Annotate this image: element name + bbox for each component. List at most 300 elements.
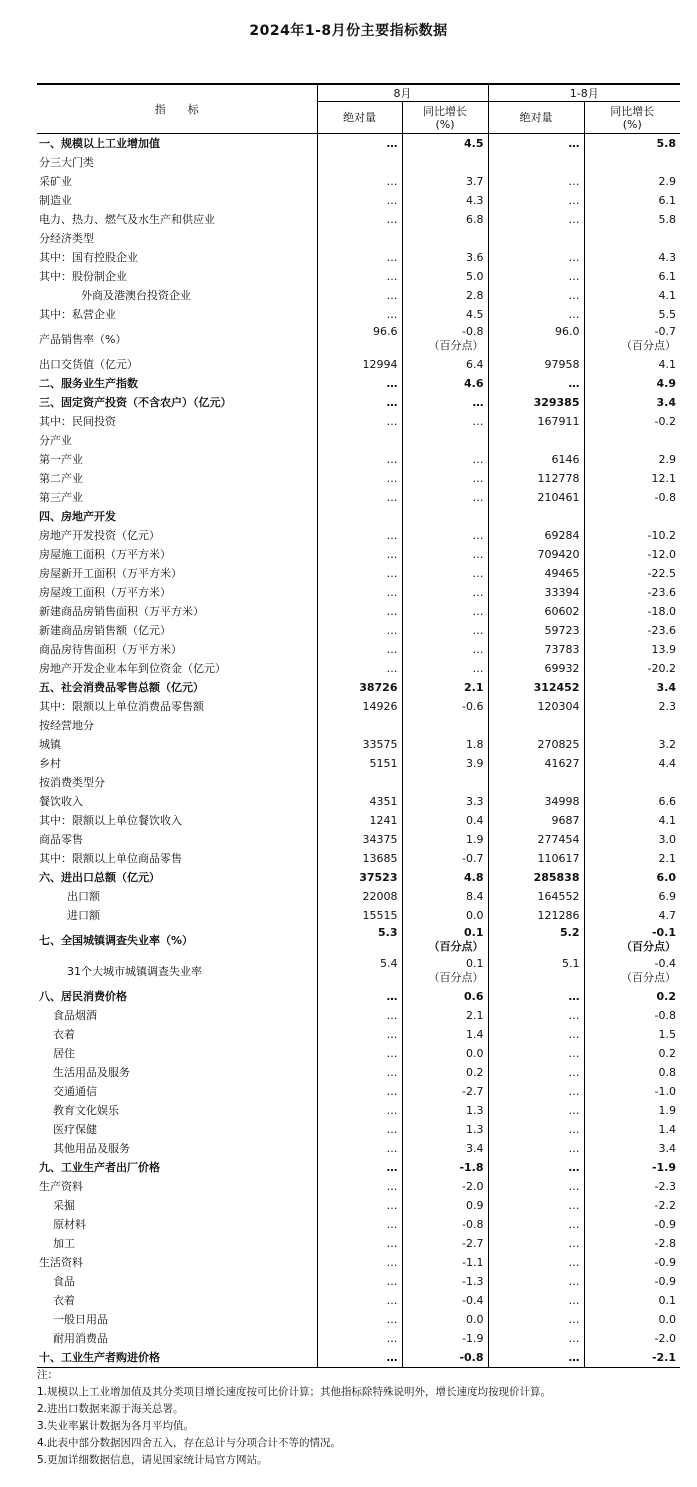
ytd-yoy-cell: 1.5: [584, 1025, 680, 1044]
month-yoy-cell: 0.6: [402, 987, 488, 1006]
cell-value: -0.1: [651, 926, 676, 939]
month-yoy-cell: -2.0: [402, 1177, 488, 1196]
ytd-yoy-cell: [584, 956, 680, 987]
table-header: [37, 84, 680, 134]
table-row: [37, 987, 680, 1006]
table-row: [37, 640, 680, 659]
row-label: 生活用品及服务: [53, 1066, 130, 1079]
ytd-yoy-cell: 2.9: [584, 172, 680, 191]
month-abs-cell: …: [317, 134, 402, 154]
ytd-yoy-cell: -0.2: [584, 412, 680, 431]
ytd-yoy-cell: -10.2: [584, 526, 680, 545]
table-row: [37, 431, 680, 450]
month-abs-cell: [317, 773, 402, 792]
month-yoy-cell: 4.6: [402, 374, 488, 393]
ytd-yoy-cell: -23.6: [584, 583, 680, 602]
table-row: [37, 1291, 680, 1310]
ytd-abs-cell: …: [488, 987, 584, 1006]
table-row: [37, 210, 680, 229]
ytd-yoy-cell: [584, 153, 680, 172]
ytd-yoy-cell: 5.5: [584, 305, 680, 324]
ytd-yoy-cell: -0.9: [584, 1272, 680, 1291]
ytd-abs-cell: 97958: [488, 355, 584, 374]
table-row: [37, 1044, 680, 1063]
table-row: [37, 1234, 680, 1253]
row-label: 其中：私营企业: [39, 308, 116, 321]
table-row: [37, 1215, 680, 1234]
note-line: 3.失业率累计数据为各月平均值。: [37, 1420, 195, 1432]
row-label: 衣着: [53, 1294, 75, 1307]
month-yoy-cell: …: [402, 393, 488, 412]
month-yoy-cell: 8.4: [402, 887, 488, 906]
row-label: 餐饮收入: [39, 795, 83, 808]
row-label: 新建商品房销售面积（万平方米）: [39, 605, 204, 618]
notes-heading: 注：: [37, 1369, 58, 1381]
month-yoy-cell: 4.5: [402, 134, 488, 154]
row-label: 其中：国有控股企业: [39, 251, 138, 264]
ytd-abs-cell: …: [488, 1158, 584, 1177]
row-label: 居住: [53, 1047, 75, 1060]
month-abs-cell: …: [317, 602, 402, 621]
ytd-abs-cell: [488, 229, 584, 248]
ytd-yoy-cell: 3.0: [584, 830, 680, 849]
ytd-yoy-cell: -2.3: [584, 1177, 680, 1196]
cell-value: 0.1: [466, 957, 484, 970]
month-yoy-cell: 4.8: [402, 868, 488, 887]
page-title: 2024年1-8月份主要指标数据: [249, 23, 448, 39]
row-label: 加工: [53, 1237, 75, 1250]
row-label: 分产业: [39, 434, 72, 447]
ytd-yoy-cell: 4.7: [584, 906, 680, 925]
ytd-yoy-cell: -2.0: [584, 1329, 680, 1348]
month-yoy-cell: 1.8: [402, 735, 488, 754]
month-yoy-cell: …: [402, 659, 488, 678]
row-label: 房屋竣工面积（万平方米）: [39, 586, 171, 599]
row-label: 生产资料: [39, 1180, 83, 1193]
table-row: [37, 1272, 680, 1291]
month-yoy-cell: [402, 956, 488, 987]
row-label: 四、房地产开发: [39, 510, 116, 523]
ytd-abs-cell: 110617: [488, 849, 584, 868]
ytd-abs-cell: …: [488, 1006, 584, 1025]
row-label: 八、居民消费价格: [39, 990, 127, 1003]
ytd-abs-cell: 270825: [488, 735, 584, 754]
footnotes: [37, 1367, 687, 1469]
month-abs-cell: …: [317, 1253, 402, 1272]
month-yoy-cell: 0.0: [402, 1310, 488, 1329]
ytd-abs-cell: 709420: [488, 545, 584, 564]
cell-unit-note: （百分点）: [621, 940, 676, 953]
note-line: 5.更加详细数据信息，请见国家统计局官方网站。: [37, 1454, 268, 1466]
month-abs-cell: …: [317, 564, 402, 583]
ytd-abs-cell: …: [488, 1329, 584, 1348]
row-label: 其中：限额以上单位消费品零售额: [39, 700, 204, 713]
ytd-abs-cell: 277454: [488, 830, 584, 849]
month-abs-cell: …: [317, 1196, 402, 1215]
ytd-abs-cell: [488, 773, 584, 792]
month-abs-cell: …: [317, 210, 402, 229]
table-row: [37, 792, 680, 811]
ytd-abs-cell: …: [488, 1063, 584, 1082]
table-row: [37, 1120, 680, 1139]
row-label: 食品: [53, 1275, 75, 1288]
row-label: 其中：限额以上单位餐饮收入: [39, 814, 182, 827]
month-yoy-cell: 0.9: [402, 1196, 488, 1215]
row-label: 出口交货值（亿元）: [39, 358, 138, 371]
table-row: [37, 697, 680, 716]
month-yoy-cell: 0.2: [402, 1063, 488, 1082]
cell-unit-note: （百分点）: [621, 339, 676, 352]
table-row: [37, 956, 680, 987]
month-abs-cell: …: [317, 1120, 402, 1139]
ytd-yoy-cell: 0.2: [584, 1044, 680, 1063]
table-row: [37, 355, 680, 374]
table-row: [37, 1082, 680, 1101]
ytd-abs-cell: 69284: [488, 526, 584, 545]
month-yoy-cell: 3.3: [402, 792, 488, 811]
month-abs-cell: …: [317, 1177, 402, 1196]
ytd-abs-cell: 6146: [488, 450, 584, 469]
month-abs-cell: [317, 956, 402, 987]
month-abs-cell: [317, 431, 402, 450]
table-row: [37, 1253, 680, 1272]
ytd-abs-cell: 41627: [488, 754, 584, 773]
month-abs-cell: …: [317, 393, 402, 412]
header-month-yoy: 同比增长 (%): [402, 102, 488, 134]
month-abs-cell: …: [317, 412, 402, 431]
row-label: 第三产业: [39, 491, 83, 504]
ytd-abs-cell: …: [488, 1196, 584, 1215]
table-row: [37, 925, 680, 956]
row-label: 衣着: [53, 1028, 75, 1041]
row-label: 按消费类型分: [39, 776, 105, 789]
row-label: 第一产业: [39, 453, 83, 466]
table-row: [37, 849, 680, 868]
ytd-yoy-cell: 3.2: [584, 735, 680, 754]
ytd-yoy-cell: -1.0: [584, 1082, 680, 1101]
month-yoy-cell: -1.1: [402, 1253, 488, 1272]
table-row: [37, 469, 680, 488]
ytd-yoy-cell: 6.6: [584, 792, 680, 811]
table-row: [37, 248, 680, 267]
ytd-yoy-cell: 2.9: [584, 450, 680, 469]
month-abs-cell: …: [317, 450, 402, 469]
cell-value: 5.4: [380, 957, 398, 970]
table-row: [37, 526, 680, 545]
row-label: 分三大门类: [39, 156, 94, 169]
month-yoy-cell: 3.6: [402, 248, 488, 267]
table-row: [37, 868, 680, 887]
note-line: 4.此表中部分数据因四舍五入，存在总计与分项合计不等的情况。: [37, 1437, 342, 1449]
ytd-abs-cell: 33394: [488, 583, 584, 602]
ytd-abs-cell: [488, 507, 584, 526]
ytd-yoy-cell: 4.4: [584, 754, 680, 773]
month-abs-cell: …: [317, 374, 402, 393]
month-abs-cell: …: [317, 469, 402, 488]
ytd-abs-cell: [488, 956, 584, 987]
table-row: [37, 564, 680, 583]
row-label: 一般日用品: [53, 1313, 108, 1326]
row-label: 按经营地分: [39, 719, 94, 732]
row-label: 二、服务业生产指数: [39, 377, 138, 390]
row-label: 采矿业: [39, 175, 72, 188]
ytd-yoy-cell: [584, 431, 680, 450]
month-abs-cell: …: [317, 1082, 402, 1101]
row-label: 九、工业生产者出厂价格: [39, 1161, 160, 1174]
ytd-yoy-cell: -23.6: [584, 621, 680, 640]
table-row: [37, 286, 680, 305]
header-ytd-yoy: 同比增长 (%): [584, 102, 680, 134]
table-row: [37, 1101, 680, 1120]
ytd-abs-cell: 285838: [488, 868, 584, 887]
month-yoy-cell: …: [402, 412, 488, 431]
month-yoy-cell: …: [402, 583, 488, 602]
ytd-abs-cell: …: [488, 267, 584, 286]
ytd-abs-cell: …: [488, 1348, 584, 1368]
ytd-abs-cell: [488, 716, 584, 735]
ytd-abs-cell: …: [488, 1025, 584, 1044]
row-label: 其他用品及服务: [53, 1142, 130, 1155]
row-label: 食品烟酒: [53, 1009, 97, 1022]
month-abs-cell: …: [317, 1234, 402, 1253]
ytd-abs-cell: …: [488, 1291, 584, 1310]
cell-unit-note: （百分点）: [428, 940, 484, 953]
month-yoy-cell: …: [402, 602, 488, 621]
ytd-yoy-cell: -0.9: [584, 1253, 680, 1272]
month-abs-cell: …: [317, 526, 402, 545]
row-label: 房屋施工面积（万平方米）: [39, 548, 171, 561]
ytd-abs-cell: 69932: [488, 659, 584, 678]
ytd-yoy-cell: -18.0: [584, 602, 680, 621]
month-yoy-cell: …: [402, 545, 488, 564]
month-yoy-cell: 0.0: [402, 1044, 488, 1063]
ytd-yoy-cell: -0.8: [584, 1006, 680, 1025]
table-row: [37, 488, 680, 507]
month-abs-cell: …: [317, 1006, 402, 1025]
month-yoy-cell: 6.8: [402, 210, 488, 229]
month-abs-cell: …: [317, 1291, 402, 1310]
month-yoy-cell: [402, 507, 488, 526]
month-abs-cell: …: [317, 545, 402, 564]
table-row: [37, 1025, 680, 1044]
ytd-abs-cell: …: [488, 1139, 584, 1158]
table-row: [37, 1348, 680, 1368]
month-yoy-cell: 3.4: [402, 1139, 488, 1158]
table-row: [37, 1158, 680, 1177]
month-abs-cell: …: [317, 488, 402, 507]
cell-unit-note: （百分点）: [621, 971, 676, 984]
table-row: [37, 887, 680, 906]
indicator-table: [37, 83, 680, 1368]
month-abs-cell: …: [317, 1063, 402, 1082]
row-label: 五、社会消费品零售总额（亿元）: [39, 681, 204, 694]
table-row: [37, 191, 680, 210]
table-row: [37, 1310, 680, 1329]
ytd-yoy-cell: 0.2: [584, 987, 680, 1006]
cell-value: -0.4: [654, 957, 676, 970]
month-yoy-cell: [402, 229, 488, 248]
month-yoy-cell: 4.3: [402, 191, 488, 210]
month-yoy-cell: …: [402, 640, 488, 659]
table-body: [37, 134, 680, 1368]
ytd-yoy-cell: [584, 229, 680, 248]
month-yoy-cell: …: [402, 488, 488, 507]
ytd-yoy-cell: -22.5: [584, 564, 680, 583]
month-yoy-cell: -0.7: [402, 849, 488, 868]
table-row: [37, 172, 680, 191]
month-abs-cell: …: [317, 1215, 402, 1234]
ytd-yoy-cell: 5.8: [584, 134, 680, 154]
table-row: [37, 811, 680, 830]
ytd-abs-cell: …: [488, 1234, 584, 1253]
cell-value: -0.8: [462, 325, 484, 338]
table-row: [37, 1063, 680, 1082]
month-abs-cell: …: [317, 1044, 402, 1063]
table-row: [37, 507, 680, 526]
month-yoy-cell: 5.0: [402, 267, 488, 286]
month-yoy-cell: [402, 716, 488, 735]
month-yoy-cell: …: [402, 526, 488, 545]
row-label: 六、进出口总额（亿元）: [39, 871, 160, 884]
row-label: 制造业: [39, 194, 72, 207]
cell-value: -0.7: [654, 325, 676, 338]
cell-value: 5.1: [562, 957, 580, 970]
month-yoy-cell: 2.8: [402, 286, 488, 305]
ytd-abs-cell: …: [488, 1101, 584, 1120]
ytd-abs-cell: [488, 153, 584, 172]
ytd-abs-cell: …: [488, 210, 584, 229]
ytd-yoy-cell: 1.9: [584, 1101, 680, 1120]
ytd-yoy-cell: -2.1: [584, 1348, 680, 1368]
table-row: [37, 1139, 680, 1158]
row-label: 其中：民间投资: [39, 415, 116, 428]
table-row: [37, 324, 680, 355]
row-label: 教育文化娱乐: [53, 1104, 119, 1117]
month-abs-cell: …: [317, 621, 402, 640]
cell-value: 5.2: [560, 926, 580, 939]
month-yoy-cell: -2.7: [402, 1082, 488, 1101]
month-abs-cell: …: [317, 248, 402, 267]
ytd-abs-cell: …: [488, 1215, 584, 1234]
ytd-yoy-cell: 13.9: [584, 640, 680, 659]
row-label: 三、固定资产投资（不含农户）（亿元）: [39, 396, 232, 409]
month-yoy-cell: -2.7: [402, 1234, 488, 1253]
month-abs-cell: …: [317, 659, 402, 678]
ytd-yoy-cell: 4.3: [584, 248, 680, 267]
ytd-yoy-cell: 6.9: [584, 887, 680, 906]
month-abs-cell: 33575: [317, 735, 402, 754]
month-yoy-cell: -0.8: [402, 1215, 488, 1234]
month-yoy-cell: -0.4: [402, 1291, 488, 1310]
month-abs-cell: [317, 153, 402, 172]
month-yoy-cell: 1.9: [402, 830, 488, 849]
ytd-abs-cell: 164552: [488, 887, 584, 906]
ytd-abs-cell: …: [488, 305, 584, 324]
month-yoy-cell: [402, 431, 488, 450]
ytd-yoy-cell: 2.1: [584, 849, 680, 868]
month-yoy-cell: [402, 153, 488, 172]
month-yoy-cell: …: [402, 621, 488, 640]
ytd-abs-cell: 59723: [488, 621, 584, 640]
ytd-yoy-cell: -2.8: [584, 1234, 680, 1253]
cell-value: 96.0: [555, 325, 580, 338]
ytd-yoy-cell: 1.4: [584, 1120, 680, 1139]
ytd-yoy-cell: -1.9: [584, 1158, 680, 1177]
table-row: [37, 659, 680, 678]
row-label: 商品房待售面积（万平方米）: [39, 643, 182, 656]
row-label: 商品零售: [39, 833, 83, 846]
ytd-yoy-cell: -0.9: [584, 1215, 680, 1234]
row-label: 原材料: [53, 1218, 86, 1231]
table-row: [37, 393, 680, 412]
month-abs-cell: 4351: [317, 792, 402, 811]
ytd-abs-cell: 312452: [488, 678, 584, 697]
month-abs-cell: …: [317, 267, 402, 286]
ytd-yoy-cell: 6.1: [584, 267, 680, 286]
ytd-abs-cell: 49465: [488, 564, 584, 583]
row-label: 一、规模以上工业增加值: [39, 137, 160, 150]
ytd-yoy-cell: 3.4: [584, 393, 680, 412]
month-abs-cell: …: [317, 1329, 402, 1348]
table-row: [37, 735, 680, 754]
table-row: [37, 153, 680, 172]
ytd-abs-cell: …: [488, 1120, 584, 1139]
month-abs-cell: …: [317, 583, 402, 602]
ytd-abs-cell: …: [488, 134, 584, 154]
month-abs-cell: 13685: [317, 849, 402, 868]
month-abs-cell: 5151: [317, 754, 402, 773]
ytd-yoy-cell: -0.8: [584, 488, 680, 507]
month-yoy-cell: 1.3: [402, 1101, 488, 1120]
month-yoy-cell: 2.1: [402, 678, 488, 697]
month-abs-cell: …: [317, 1158, 402, 1177]
month-yoy-cell: 0.4: [402, 811, 488, 830]
ytd-abs-cell: 112778: [488, 469, 584, 488]
ytd-abs-cell: …: [488, 1310, 584, 1329]
cell-value: 0.1: [464, 926, 484, 939]
row-label: 其中：股份制企业: [39, 270, 127, 283]
month-abs-cell: …: [317, 1272, 402, 1291]
table-row: [37, 602, 680, 621]
month-abs-cell: [317, 229, 402, 248]
month-abs-cell: 1241: [317, 811, 402, 830]
row-label: 电力、热力、燃气及水生产和供应业: [39, 213, 215, 226]
table-row: [37, 1177, 680, 1196]
row-label: 采掘: [53, 1199, 75, 1212]
row-label: 出口额: [67, 890, 100, 903]
ytd-yoy-cell: [584, 324, 680, 355]
month-yoy-cell: …: [402, 450, 488, 469]
row-label: 分经济类型: [39, 232, 94, 245]
table-row: [37, 678, 680, 697]
ytd-yoy-cell: -20.2: [584, 659, 680, 678]
month-abs-cell: …: [317, 172, 402, 191]
row-label: 房地产开发企业本年到位资金（亿元）: [39, 662, 226, 675]
cell-value: 5.3: [378, 926, 398, 939]
cell-unit-note: （百分点）: [428, 971, 484, 984]
ytd-abs-cell: 329385: [488, 393, 584, 412]
table-row: [37, 754, 680, 773]
month-abs-cell: 12994: [317, 355, 402, 374]
ytd-yoy-cell: [584, 716, 680, 735]
month-yoy-cell: 1.4: [402, 1025, 488, 1044]
month-abs-cell: [317, 925, 402, 956]
header-ytd-abs: 绝对量: [488, 102, 584, 134]
month-yoy-cell: -0.6: [402, 697, 488, 716]
ytd-abs-cell: …: [488, 1177, 584, 1196]
table-row: [37, 1329, 680, 1348]
month-yoy-cell: -1.9: [402, 1329, 488, 1348]
